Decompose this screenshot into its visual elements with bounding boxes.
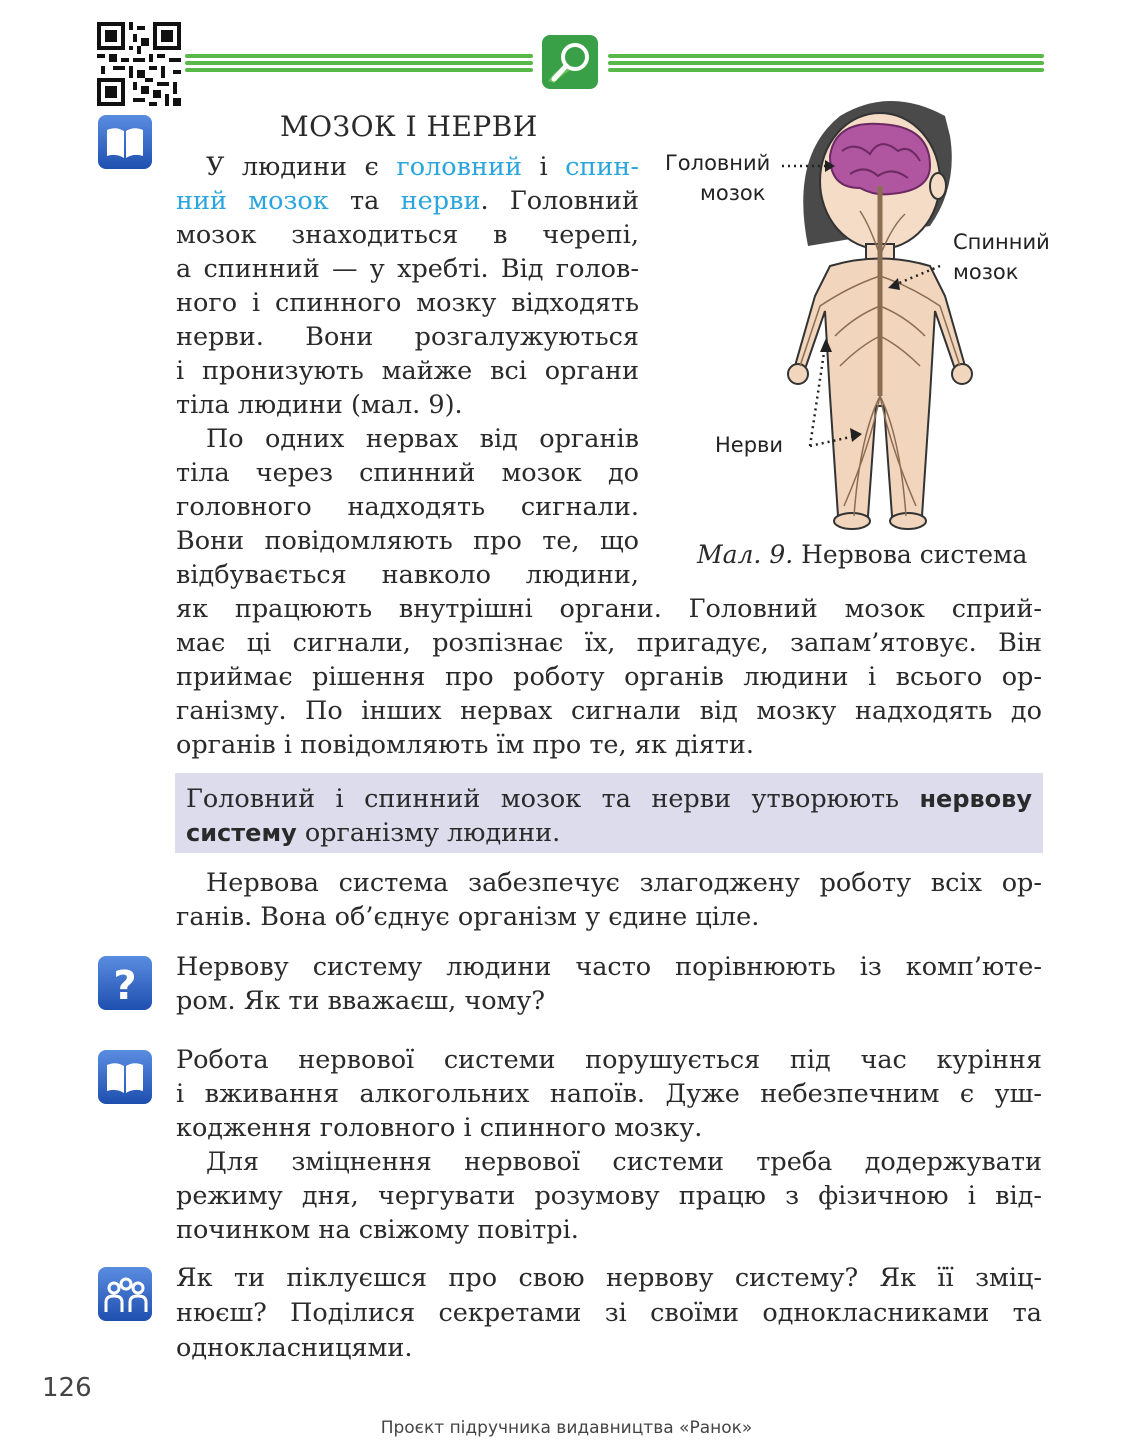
paragraph-function — [176, 866, 1042, 934]
text-line — [176, 184, 639, 218]
text-segment: і пронизують майже всі органи — [176, 356, 639, 386]
question-text — [176, 950, 1042, 1018]
page-number: 126 — [42, 1373, 92, 1403]
text-line: як працюють внутрішні органи. Головний мозок сприй- — [176, 594, 1042, 624]
key-term: головний — [396, 152, 522, 182]
text-line: Вони повідомляють про те, що — [176, 526, 639, 556]
text-line: ганізму. По інших нервах сигнали від мозку надходять до — [176, 696, 1042, 726]
key-term: нерви — [400, 186, 481, 216]
text-line: нюєш? Поділися секретами зі своїми однокласниками та — [176, 1298, 1042, 1328]
text-line — [176, 286, 639, 320]
label-spinal-1: Спинний — [953, 230, 1050, 254]
text-segment: та — [328, 186, 401, 216]
nervous-system-figure — [780, 96, 980, 536]
text-segment: ного і спинного мозку відходять — [176, 288, 639, 318]
text-line — [176, 218, 639, 252]
text-line: кодження головного і спинного мозку. — [176, 1113, 703, 1143]
paragraph-intro — [176, 150, 639, 422]
health-advice-text — [176, 1145, 1042, 1247]
label-brain-1: Головний — [665, 151, 771, 175]
text-segment: У людини є — [206, 152, 397, 182]
text-line: Робота нервової системи порушується під час куріння — [176, 1045, 1042, 1075]
text-line: Для зміцнення нервової системи треба додержувати — [206, 1147, 1042, 1177]
text-line: тіла через спинний мозок до — [176, 458, 639, 488]
text-line: органів і повідомляють їм про те, як діяти. — [176, 730, 755, 760]
paragraph-signals-narrow — [176, 422, 639, 592]
text-line — [176, 388, 639, 422]
text-line: Нервова система забезпечує злагоджену роботу всіх ор- — [206, 868, 1042, 898]
text-line — [176, 320, 639, 354]
definition-term-2: систему — [186, 819, 297, 847]
text-line: головного надходять сигнали. — [176, 492, 639, 522]
caption-text: Нервова система — [793, 540, 1028, 569]
paragraph-signals-wide — [176, 592, 1042, 762]
svg-text:?: ? — [113, 963, 137, 1009]
text-line: ганів. Вона об’єднує організм у єдине ціле. — [176, 902, 760, 932]
text-segment: мозок знаходиться в черепі, — [176, 220, 639, 250]
definition-line2: організму людини. — [296, 818, 561, 848]
publisher-footer: Проєкт підручника видавництва «Ранок» — [380, 1418, 753, 1438]
label-spinal-2: мозок — [953, 260, 1019, 284]
definition-term-1: нервову — [919, 785, 1032, 813]
definition-line1: Головний і спинний мозок та нерви утворюють — [186, 784, 920, 814]
header-band-left — [185, 52, 533, 76]
label-nerves: Нерви — [715, 433, 784, 457]
text-line: і вживання алкогольних напоїв. Дуже небезпечним є уш- — [176, 1079, 1042, 1109]
text-segment: . Головний — [480, 186, 639, 216]
text-line: ром. Як ти вважаєш, чому? — [176, 986, 546, 1016]
text-segment: тіла людини (мал. 9). — [176, 390, 463, 420]
discussion-text — [176, 1261, 1042, 1366]
qr-code — [97, 22, 181, 106]
header-band-right — [608, 52, 1044, 76]
text-segment: і — [521, 152, 566, 182]
key-term: ний мозок — [176, 186, 329, 216]
key-term: спин- — [565, 152, 639, 182]
text-line — [176, 150, 639, 184]
book-icon — [97, 114, 153, 170]
definition-text — [186, 782, 1032, 850]
text-line — [176, 252, 639, 286]
text-line: має ці сигнали, розпізнає їх, пригадує, запам’ятовує. Він — [176, 628, 1042, 658]
section-title: МОЗОК І НЕРВИ — [280, 110, 538, 143]
book-icon — [97, 1049, 153, 1105]
text-segment: нерви. Вони розгалужуються — [176, 322, 639, 352]
magnifier-icon — [540, 33, 600, 91]
caption-prefix: Мал. 9. — [697, 540, 794, 569]
text-line: режиму дня, чергувати розумову працю з фізичною і від- — [176, 1181, 1042, 1211]
figure-caption — [697, 540, 1027, 569]
label-brain-2: мозок — [700, 181, 766, 205]
text-segment: а спинний — у хребті. Від голов- — [176, 254, 639, 284]
text-line: починком на свіжому повітрі. — [176, 1215, 579, 1245]
group-icon — [97, 1266, 153, 1322]
question-icon — [97, 955, 153, 1011]
text-line: приймає рішення про роботу органів людини і всього ор- — [176, 662, 1042, 692]
text-line: Нервову систему людини часто порівнюють із комп’юте- — [176, 952, 1042, 982]
health-text — [176, 1043, 1042, 1145]
text-line: однокласницями. — [176, 1333, 413, 1363]
text-line: По одних нервах від органів — [206, 424, 639, 454]
text-line — [176, 354, 639, 388]
text-line: відбувається навколо людини, — [176, 560, 639, 590]
text-line: Як ти піклуєшся про свою нервову систему? Як її зміц- — [176, 1263, 1042, 1293]
